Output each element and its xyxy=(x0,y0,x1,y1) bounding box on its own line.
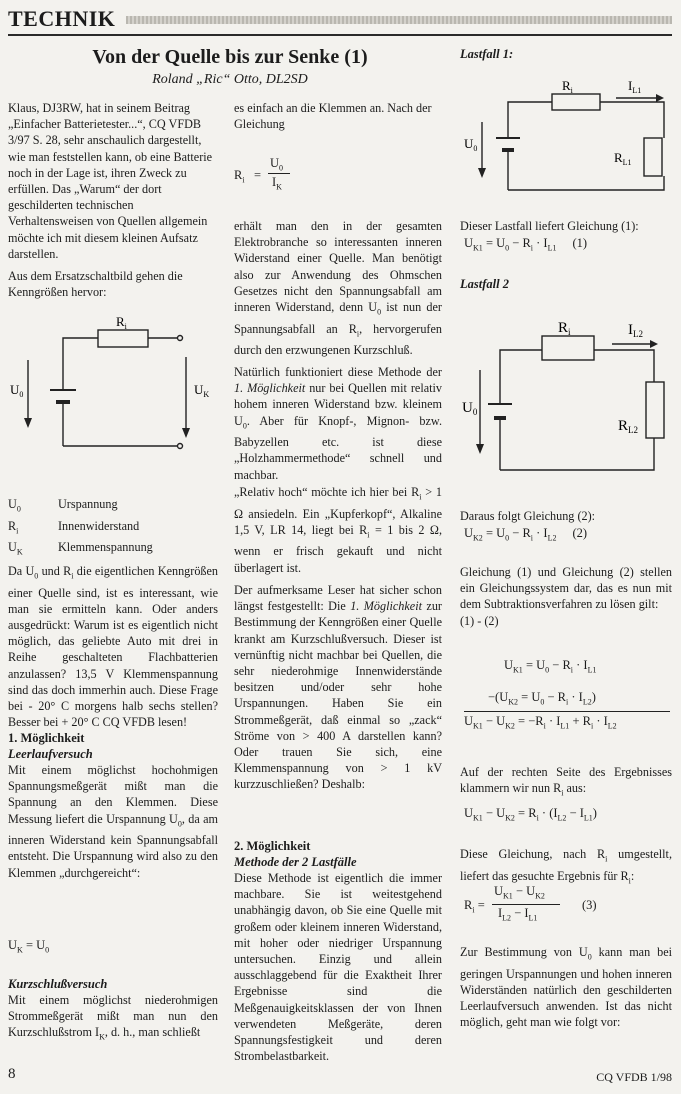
col3-p1: Gleichung (1) und Gleichung (2) stellen ein Gleichungssystem dar, das es nun mit dem Subtraktionsverfahren zu lösen gilt: (1) - (2) xyxy=(460,565,672,628)
col2-p6: Diese Methode ist eigentlich die immer machbare. Sie ist weitestgehend unabhängig davon, ob Sie eine Quelle mit großem oder kleinem inneren Widerstand, mit hoher oder niedriger Urspannung untersuchen. Einzig und allein ausschlaggebend für die Exaktheit Ihrer Ergebnisse sind die Meßgenauigkeitsklassen der von Ihnen verwendeten Meßgeräte, deren Spannungsfestigkeit und deren Strombelastbarkeit. xyxy=(234,871,442,1064)
col1-p5: Mit einem möglichst niederohmigen Strommeßgerät mißt man nun den Kurzschlußstrom $I_K$, d. h., man schließt xyxy=(8,993,218,1042)
symbol-legend xyxy=(8,496,218,561)
col1-p4: Mit einem möglichst hochohmigen Spannungsmeßgerät mißt man die Spannung an den Klemmen. Diese Messung liefert die Urspannung $U_0$, da am inneren Widerstand kein Spannungsabfall entsteht. Die Urspannung wird also zu den Klemmen „durchgereicht“: xyxy=(8,763,218,880)
col2-p2: erhält man den in der gesamten Elektrobranche so interessanten inneren Widerstand einer Quelle. Man benötigt also zur Anwendung des Ohmschen Gesetzes nicht den Spannungsabfall am inneren Widerstand, denn $U_0$ ist nun der Spannungsabfall an $R_i$, hervorgerufen durch den erzwungenen Kurzschluß. xyxy=(234,219,442,358)
lastfall-1-text: Dieser Lastfall liefert Gleichung (1): xyxy=(460,219,639,233)
subheading-lastfaelle: Methode der 2 Lastfälle xyxy=(234,855,357,869)
equation-1: $U_{K1} = U_0 - R_i \cdot I_{L1}$ (1) xyxy=(464,236,588,253)
lastfall-1-diagram xyxy=(460,66,672,206)
lf2-il-label: $I_{L2}$ xyxy=(628,322,643,339)
col2-p5: Der aufmerksame Leser hat sicher schon längst festgestellt: Die 1. Möglichkeit zur Bestimmung der Kenngrößen einer Quelle krankt am Kurzschlußversuch. Dieser ist vernünftig nicht machbar bei Quellen, die sehr niederohmige Innenwiderstände besitzen und/oder sehr hohe Urspannungen. Haben Sie ein Strommeßgerät, daß einmal so „zack“ Ströme von > 400 A darstellen kann? Oder trauen Sie sich, eine Klemmenspannung von > 1 kV kurzzuschließen? Deshalb: xyxy=(234,583,442,792)
legend-row: $U_0$ Urspannung xyxy=(8,497,118,514)
article-author: Roland „Ric“ Otto, DL2SD xyxy=(152,72,308,87)
header-rule xyxy=(126,16,672,24)
equation-system xyxy=(462,654,674,732)
page-number: 8 xyxy=(8,1066,16,1082)
col2-p1: es einfach an die Klemmen an. Nach der Gleichung xyxy=(234,101,432,132)
subheading-kurzschluss: Kurzschlußversuch xyxy=(8,977,108,991)
col2-p4: „Relativ hoch“ möchte ich hier bei $R_i > 1$ Ω ansiedeln. Ein „Kupferkopf“, Alkaline 1,5 V, LR 14, liegt bei $R_i = 1$ bis 2 Ω, wenn er frisch gekauft und nicht überlagert ist. xyxy=(234,485,443,575)
col1-section1 xyxy=(8,730,218,881)
legend-row: $R_i$ Innenwiderstand xyxy=(8,518,140,536)
legend-row: $U_K$ Klemmenspannung xyxy=(8,540,153,557)
article-title: Von der Quelle bis zur Senke (1) xyxy=(92,46,368,68)
system-row-2: $-(U_{K2} = U_0 - R_i \cdot I_{L2})$ xyxy=(488,690,596,707)
col2-p3: Natürlich funktioniert diese Methode der 1. Möglichkeit nur bei Quellen mit relativ hohem inneren Widerstand bzw. kleinem $U_0$. Aber für Knopf-, Mignon- bzw. Babyzellen etc. ist diese „Holzhammermethode“ schnell und machbar. xyxy=(234,365,442,482)
lastfall-2-diagram xyxy=(460,318,672,500)
journal-issue: CQ VFDB 1/98 xyxy=(596,1070,672,1084)
header-underline xyxy=(8,34,672,36)
section-header xyxy=(8,6,672,34)
lf1-rl-label: $R_{L1}$ xyxy=(614,150,632,167)
col1-p2: Aus dem Ersatzschaltbild gehen die Kenngrößen hervor: xyxy=(8,269,183,300)
col1-intro: Klaus, DJ3RW, hat in seinem Beitrag „Einfacher Batterietester...“, CQ VFDB 3/97 S. 28, sehr anschaulich dargestellt, wie man feststellen kann, ob eine Batterie noch in der Lage ist, ihren Zweck zu erfüllen. Das „Warum“ der dort geschilderten technischen Verhaltensweisen von Quellen allgemein möchte ich mit diesem kleinen Aufsatz darstellen. xyxy=(8,101,213,261)
lf2-ri-label: $R_i$ xyxy=(558,320,571,337)
lf2-u0-label: $U_0$ xyxy=(462,400,478,417)
col1-kurzschluss xyxy=(8,976,218,1046)
lf2-rl-label: $R_{L2}$ xyxy=(618,418,639,435)
lastfall-2-text: Daraus folgt Gleichung (2): xyxy=(460,509,596,523)
equation-2: $U_{K2} = U_0 - R_i \cdot I_{L2}$ (2) xyxy=(464,526,588,543)
equivalent-circuit-diagram xyxy=(8,314,218,462)
col2-section2 xyxy=(234,838,442,1064)
heading-moeglichkeit-2: 2. Möglichkeit xyxy=(234,839,311,853)
diagram-u0-label: $U_0$ xyxy=(10,382,24,399)
lastfall-2-title: Lastfall 2 xyxy=(460,277,509,291)
equation-factored: $U_{K1} - U_{K2} = R_i \cdot (I_{L2} - I_{L1})$ xyxy=(464,806,597,823)
col3-p4: Zur Bestimmung von $U_0$ kann man bei geringen Urspannungen und hohen inneren Widerständen natürlich den geschilderten Leerlaufversuch anwenden. Ist das nicht möglich, geht man wie folgt vor: xyxy=(460,945,672,1030)
section-title: TECHNIK xyxy=(8,6,116,31)
equation-ri-u0-ik: $R_i$ = $U_0$ $I_K$ xyxy=(234,156,334,196)
lf1-il-label: $I_{L1}$ xyxy=(628,78,642,95)
lastfall-1-title: Lastfall 1: xyxy=(460,47,514,61)
system-row-3: $U_{K1} - U_{K2} = -R_i \cdot I_{L1} + R_i \cdot I_{L2}$ xyxy=(464,714,617,731)
diagram-uk-label: $U_K$ xyxy=(194,382,210,399)
equation-3: $R_i$ = $U_{K1} - U_{K2}$ $I_{L2} - I_{L1}$ (3) xyxy=(464,884,597,923)
col1-p3: Da $U_0$ und $R_i$ die eigentlichen Kenngrößen einer Quelle sind, ist es interessant, wie man sie ermitteln kann. Oder anders ausgedrückt: Warum ist es eigentlich nicht möglich, das geliebte Auto mit drei in Reihe geschalteten Flachbatterien anzulassen? 13,5 V Klemmenspannung sind das doch immerhin auch. Diese Frage bei - 20° C morgens halb sechs stellen? Besser bei + 20° C CQ VFDB lesen! xyxy=(8,564,219,730)
lf1-u0-label: $U_0$ xyxy=(464,136,478,153)
col3-p2: Auf der rechten Seite des Ergebnisses klammern wir nun $R_i$ aus: xyxy=(460,765,672,798)
diagram-ri-label: $R_i$ xyxy=(116,314,127,331)
subheading-leerlauf: Leerlaufversuch xyxy=(8,747,93,761)
equation-uk-u0: $U_K = U_0$ xyxy=(8,938,50,955)
lf1-ri-label: $R_i$ xyxy=(562,78,573,95)
col3-p3: Diese Gleichung, nach $R_i$ umgestellt, liefert das gesuchte Ergebnis für $R_i$: xyxy=(460,847,672,886)
heading-moeglichkeit-1: 1. Möglichkeit xyxy=(8,731,85,745)
system-row-1: $U_{K1} = U_0 - R_i \cdot I_{L1}$ xyxy=(504,658,597,675)
